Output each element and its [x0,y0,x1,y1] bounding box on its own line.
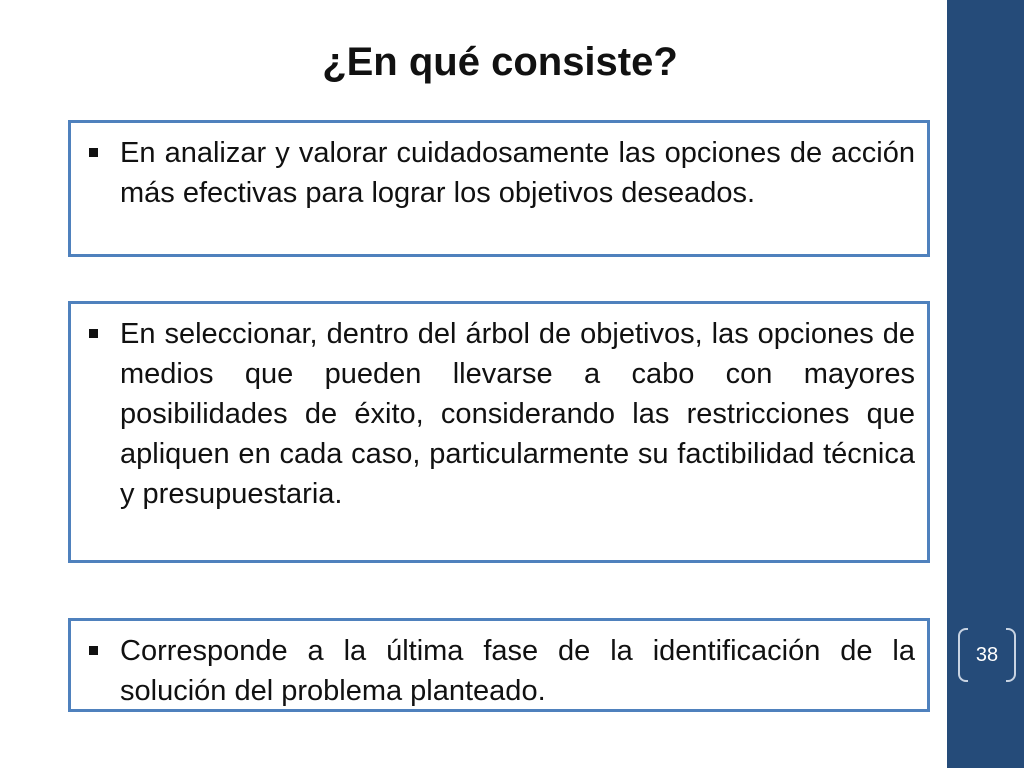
page-number: 38 [975,644,999,666]
bullet-item [85,133,915,213]
bullet-text: En seleccionar, dentro del árbol de objetivos, las opciones de medios que pueden llevarse a cabo con mayores posibilidades de éxito, considerando las restricciones que apliquen en cada caso, particularmente su factibilidad técnica y presupuestaria. [120,318,915,510]
slide-title: ¿En qué consiste? [322,40,678,84]
bullet-item [85,631,915,711]
content-box-2 [68,301,930,563]
bullet-text: En analizar y valorar cuidadosamente las opciones de acción más efectivas para lograr los objetivos deseados. [120,137,915,209]
content-box-1 [68,120,930,257]
bullet-item [85,314,915,514]
page-number-badge [958,628,1016,684]
bullet-text: Corresponde a la última fase de la identificación de la solución del problema planteado. [120,635,915,707]
content-box-3 [68,618,930,712]
square-bullet-icon [89,148,98,157]
square-bullet-icon [89,329,98,338]
square-bullet-icon [89,646,98,655]
